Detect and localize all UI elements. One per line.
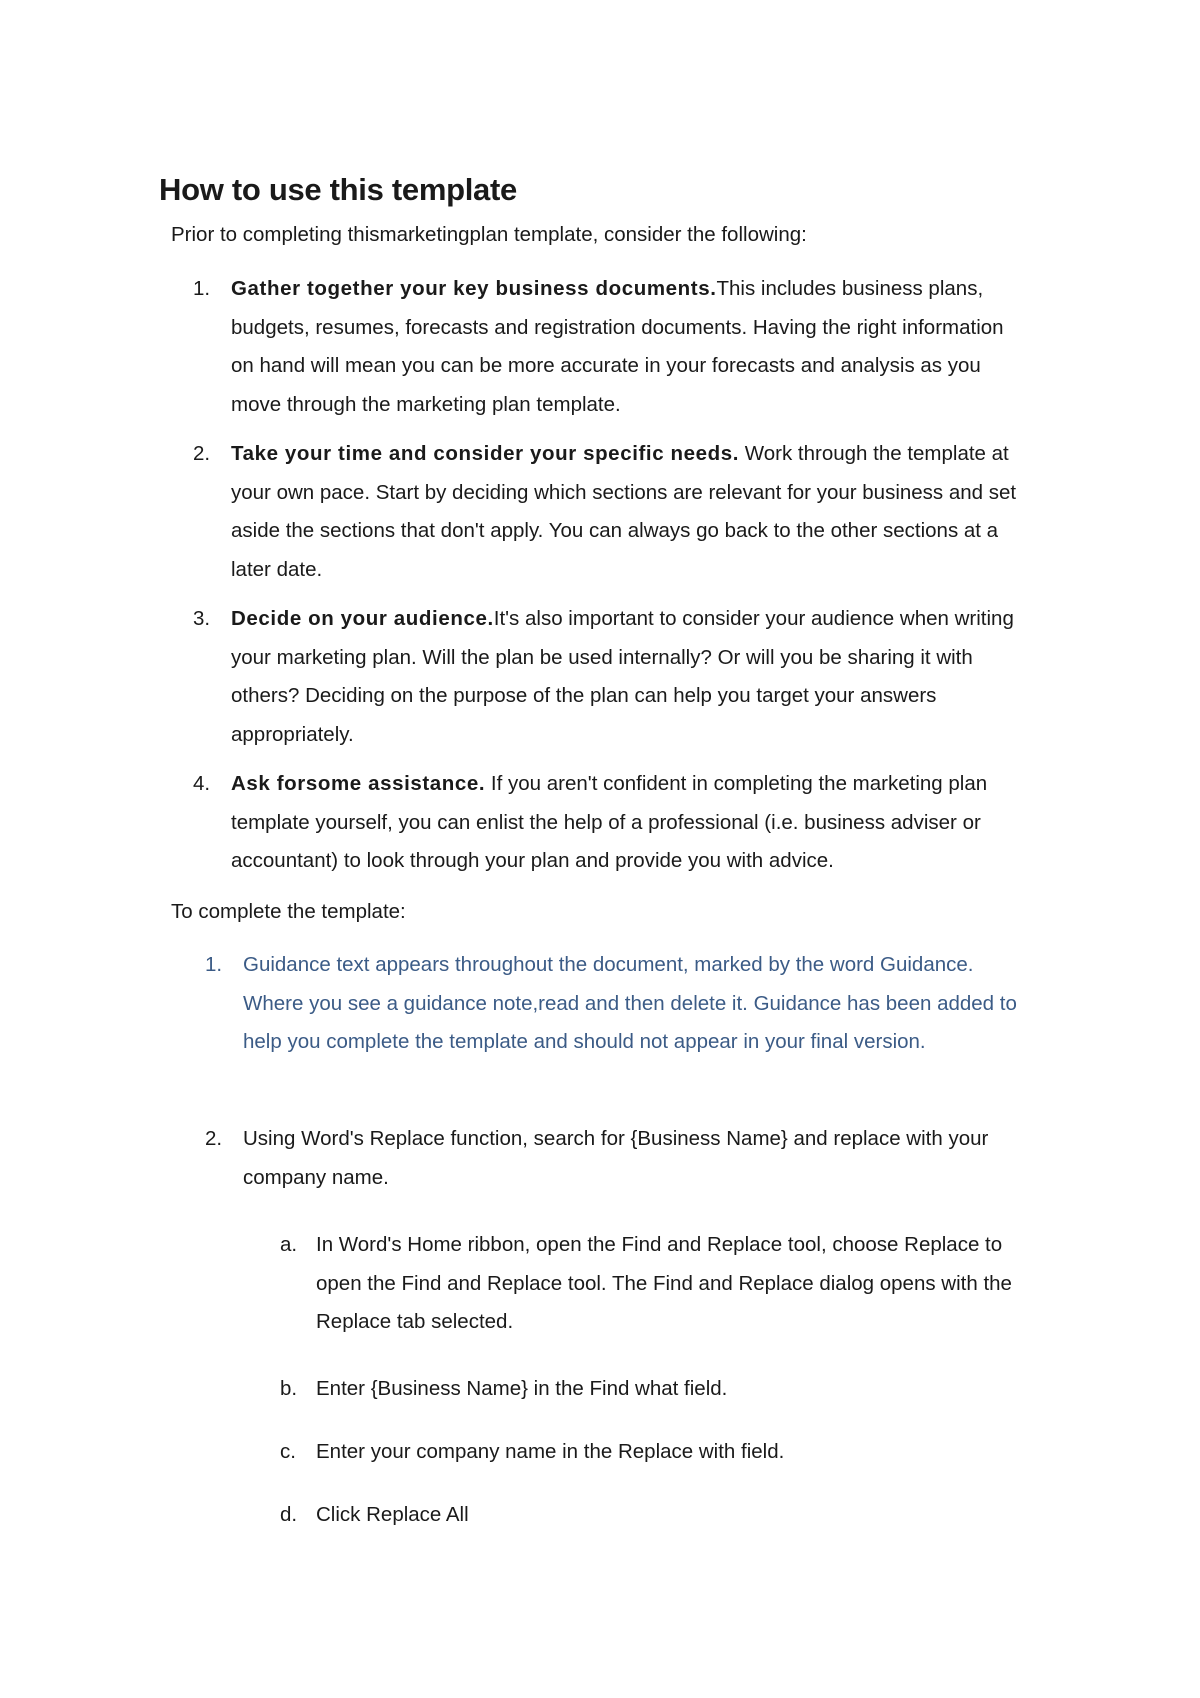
page-title: How to use this template: [159, 172, 517, 207]
list-item: [231, 600, 1031, 754]
substep-letter: a.: [280, 1233, 298, 1256]
substep-text: Enter {Business Name} in the Find what field.: [316, 1377, 728, 1400]
list-item-lead: Gather together your key business documents.: [231, 277, 717, 300]
substep-text: In Word's Home ribbon, open the Find and Replace tool, choose Replace to open the Find and Replace tool. The Find and Replace dialog opens with the Replace tab selected.: [316, 1233, 1012, 1333]
list-item-body: Work through the template at your own pace. Start by deciding which sections are relevant for your business and set aside the sections that don't apply. You can always go back to the other sections at a later date.: [231, 442, 1017, 581]
intro-paragraph: Prior to completing thismarketingplan template, consider the following:: [171, 223, 807, 246]
list-item: [231, 270, 1031, 424]
substep-letter: c.: [280, 1440, 296, 1463]
list-item-body: If you aren't confident in completing the marketing plan template yourself, you can enlist the help of a professional (i.e. business adviser or accountant) to look through your plan and provide you with advice.: [231, 772, 988, 872]
list-item: [231, 765, 1031, 881]
list-item-number: 2.: [193, 442, 211, 465]
step-number: 1.: [205, 953, 223, 976]
list-item-body: This includes business plans, budgets, resumes, forecasts and registration documents. Having the right information on hand will mean you can be more accurate in your forecasts and analysis as you move through the marketing plan template.: [231, 277, 1004, 416]
list-item-number: 3.: [193, 607, 211, 630]
substep-text: Click Replace All: [316, 1503, 469, 1526]
substep-letter: b.: [280, 1377, 298, 1400]
list-item-body: It's also important to consider your audience when writing your marketing plan. Will the plan be used internally? Or will you be sharing it with others? Deciding on the purpose of the plan can help you target your answers appropriately.: [231, 607, 1014, 746]
list-item-lead: Decide on your audience.: [231, 607, 494, 630]
step-number: 2.: [205, 1127, 223, 1150]
list-item-lead: Ask forsome assistance.: [231, 772, 486, 795]
guidance-text: Guidance text appears throughout the document, marked by the word Guidance. Where you see a guidance note,read and then delete it. Guidance has been added to help you complete the template and should not appear in your final version.: [243, 953, 1017, 1053]
complete-intro-paragraph: To complete the template:: [171, 900, 406, 923]
step-text: Using Word's Replace function, search for {Business Name} and replace with your company name.: [243, 1127, 989, 1189]
list-item-lead: Take your time and consider your specific needs.: [231, 442, 740, 465]
list-item: [231, 435, 1031, 589]
substep-text: Enter your company name in the Replace with field.: [316, 1440, 785, 1463]
substep-letter: d.: [280, 1503, 298, 1526]
list-item-number: 4.: [193, 772, 211, 795]
list-item-number: 1.: [193, 277, 211, 300]
